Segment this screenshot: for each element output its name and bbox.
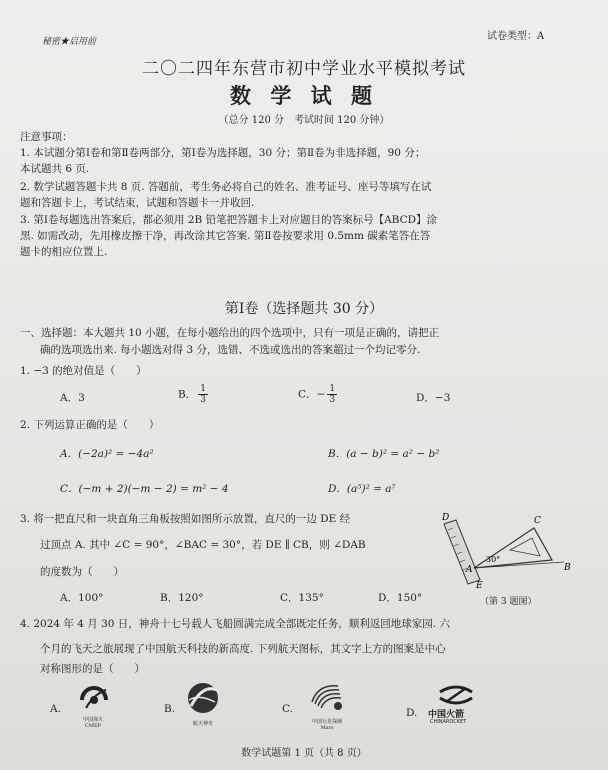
notes-heading: 注意事项：	[20, 131, 73, 143]
q1-stem: 1. −3 的绝对值是（ ）	[20, 365, 147, 377]
exam-subtitle: （总分 120 分 考试时间 120 分钟）	[218, 115, 390, 126]
label-b: B	[564, 563, 571, 573]
fraction	[327, 384, 337, 405]
subject-title: 数 学 试 题	[230, 83, 378, 108]
fraction-den: 3	[200, 395, 206, 405]
q3-figure	[430, 510, 580, 592]
logo-a-text-en: CMEP	[85, 723, 101, 729]
q2-option-b: B．(a − b)² = a² − b²	[328, 448, 440, 460]
q1-option-c-label: C．−	[298, 388, 326, 401]
logo-c-text-en: Mars	[320, 725, 334, 731]
note-2b: 题和答题卡上，考试结束，试题和答题卡一并收回.	[20, 197, 255, 209]
logo-b-emblem-icon	[185, 680, 221, 716]
paper-type: 试卷类型：A	[487, 31, 545, 42]
q1-option-b	[178, 384, 208, 405]
label-a: A	[466, 565, 473, 575]
q4-line3: 对称图形的是（ ）	[40, 663, 145, 675]
q3-figure-caption: （第 3 题图）	[480, 597, 537, 607]
page-footer: 数学试题第 1 页（共 8 页）	[241, 748, 367, 759]
q3-line1: 3. 将一把直尺和一块直角三角板按照如图所示放置，直尺的一边 DE 经	[20, 513, 351, 525]
note-3b: 黑. 如需改动，先用橡皮擦干净，再改涂其它答案. 第Ⅱ卷按要求用 0.5mm 碳素笔答在答	[20, 230, 431, 242]
q4-line1: 4. 2024 年 4 月 30 日，神舟十七号载人飞船圆满完成全部既定任务，顺利返回地球家园. 六	[20, 618, 450, 630]
fraction	[198, 384, 208, 405]
note-3a: 3. 第Ⅰ卷每题选出答案后，都必须用 2B 铅笔把答题卡上对应题目的答案标号【ABCD】涂	[20, 214, 438, 226]
fraction-den: 3	[329, 395, 336, 405]
ruler	[444, 520, 480, 584]
q3-option-a: A．100°	[60, 592, 104, 604]
logo-c-text-cn: 中国行星探测	[311, 719, 342, 725]
logo-a-emblem-icon	[76, 684, 112, 714]
note-3c: 题卡的相应位置上.	[20, 246, 108, 258]
q3-line2: 过顶点 A. 其中 ∠C = 90°，∠BAC = 30°，若 DE ∥ CB，则 ∠DAB	[40, 539, 366, 551]
q2-option-c: C．(−m + 2)(−m − 2) = m² − 4	[60, 483, 229, 495]
q3-option-b: B．120°	[160, 592, 204, 604]
logo-a-text	[58, 716, 128, 729]
q4-option-d-label: D.	[406, 707, 418, 719]
q1-option-c	[298, 384, 337, 405]
q2-option-a: A．(−2a)² = −4a²	[60, 448, 154, 460]
logo-d-text-en: CHINAROCKET	[430, 719, 467, 725]
label-e: E	[476, 581, 483, 591]
q1-option-b-label: B．	[178, 388, 197, 401]
logo-a-text-cn: 中国探火	[82, 717, 103, 723]
label-c: C	[534, 516, 541, 526]
q1-option-d: D．−3	[416, 392, 451, 404]
exam-title: 二〇二四年东营市初中学业水平模拟考试	[142, 59, 466, 79]
q2-option-d: D．(a⁵)² = a⁷	[328, 483, 396, 495]
q4-option-a-label: A.	[50, 703, 61, 715]
q3-line3: 的度数为（ ）	[40, 566, 124, 578]
logo-d-emblem-icon	[436, 684, 476, 706]
fraction-num: 1	[329, 384, 336, 394]
q4-line2: 个月的飞天之旅展现了中国航天科技的新高度. 下列航天图标，其文字上方的图案是中心	[40, 643, 446, 655]
instructions-line1: 一、选择题：本大题共 10 小题，在每小题给出的四个选项中，只有一项是正确的，请把正	[20, 327, 440, 339]
q3-option-d: D．150°	[378, 592, 423, 604]
label-d: D	[442, 513, 450, 523]
q4-option-c-label: C.	[282, 703, 293, 715]
logo-c-emblem-icon	[308, 680, 348, 716]
section-title: 第Ⅰ卷（选择题共 30 分）	[224, 301, 384, 317]
logo-d-text-cn: 中国火箭	[428, 710, 465, 720]
note-2a: 2. 数学试题答题卡共 8 页. 答题前，考生务必将自己的姓名、准考证号、座号等填写在试	[20, 181, 432, 193]
logo-c-text	[292, 718, 362, 731]
secret-label: 秘密★启用前	[42, 37, 97, 47]
instructions-line2: 确的选项选出来. 每小题选对得 3 分，选错、不选或选出的答案超过一个均记零分.	[40, 344, 421, 356]
fraction-num: 1	[200, 384, 206, 394]
q4-option-b-label: B.	[164, 703, 176, 715]
logo-b-text: 航天神舟	[192, 721, 213, 727]
angle-label: 30°	[486, 555, 501, 564]
q1-option-a: A．3	[60, 392, 85, 404]
q3-option-c: C．135°	[280, 592, 324, 604]
note-1b: 本试题共 6 页.	[20, 163, 90, 175]
note-1a: 1. 本试题分第Ⅰ卷和第Ⅱ卷两部分，第Ⅰ卷为选择题，30 分；第Ⅱ卷为非选择题，90 分；	[20, 147, 426, 159]
q2-stem: 2. 下列运算正确的是（ ）	[20, 419, 160, 431]
